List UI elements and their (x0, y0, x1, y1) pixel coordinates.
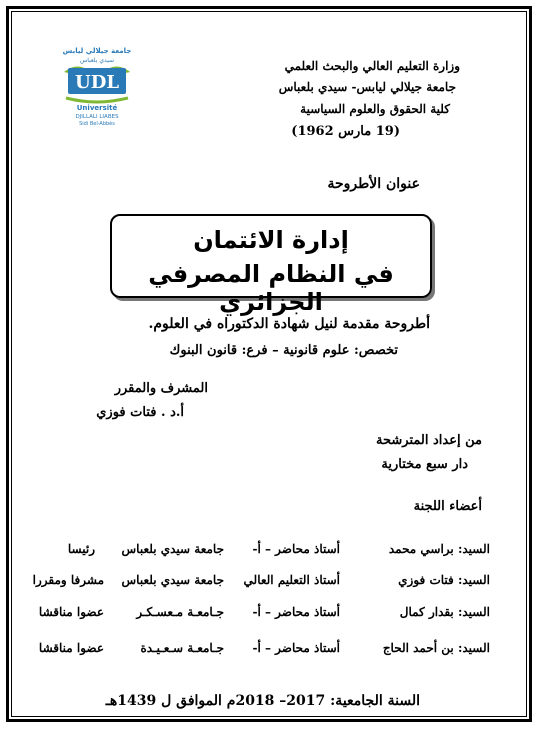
thesis-title-line-1: إدارة الائتمان (193, 226, 349, 254)
thesis-title-line-2: في النظام المصرفي الجزائري (148, 260, 394, 316)
committee-member-name: السيد: بن أحمد الحاج (382, 641, 490, 655)
logo-bottom-text-2: DJILLALI LIABES (75, 114, 119, 120)
supervisor-name: أ.د . فتات فوزي (96, 405, 184, 420)
specialty-line: تخصص: علوم قانونية – فرع: قانون البنوك (169, 343, 398, 358)
academic-year: السنة الجامعية: 2017– 2018م الموافق ل 1439هـ (105, 693, 420, 709)
candidate-label: من إعداد المترشحة (376, 433, 482, 448)
committee-member-role: مشرفا ومقررا (32, 573, 104, 587)
thesis-title-box (110, 214, 432, 316)
committee-member-rank: أستاذ التعليم العالي (243, 573, 340, 587)
committee-member-university: جـامعـة مـعسـكـر (136, 605, 224, 619)
degree-statement: أطروحة مقدمة لنيل شهادة الدكتوراه في العلوم. (148, 316, 430, 332)
committee-member-name: السيد: بقدار كمال (399, 605, 490, 619)
committee-member-university: جامعة سيدي بلعباس (121, 573, 224, 587)
logo-top-text-2: سيدي بلعباس (79, 57, 115, 64)
ministry-name: وزارة التعليم العالي والبحث العلمي (284, 59, 460, 73)
committee-member-name: السيد: فتات فوزي (398, 573, 490, 587)
faculty-name: كلية الحقوق والعلوم السياسية (300, 102, 450, 116)
logo-letters: UDL (75, 72, 119, 93)
logo-top-text-1: جامعة جيلالي ليابس (62, 47, 132, 55)
committee-member-university: جـامعـة سـعـيـدة (140, 641, 224, 655)
committee-label: أعضاء اللجنة (413, 499, 482, 514)
committee-member-rank: أستاذ محاضر – أ- (252, 542, 340, 556)
committee-member-name: السيد: براسي محمد (388, 542, 490, 556)
university-logo (58, 44, 136, 130)
logo-bottom-text-3: Sidi Bel-Abbès (79, 121, 115, 127)
committee-member-role: رئيسا (67, 542, 95, 556)
university-founding-date: (19 مارس 1962) (291, 124, 400, 139)
committee-member-role: عضوا مناقشا (38, 641, 104, 655)
supervisor-label: المشرف والمقرر (114, 381, 208, 396)
university-name: جامعة جيلالي ليابس- سيدي بلعباس (278, 80, 456, 94)
logo-bottom-text-1: Université (76, 104, 118, 112)
committee-member-rank: أستاذ محاضر – أ- (252, 605, 340, 619)
thesis-title-label: عنوان الأطروحة (327, 176, 420, 192)
candidate-name: دار سبع مختارية (381, 457, 468, 472)
committee-member-university: جامعة سيدي بلعباس (121, 542, 224, 556)
committee-member-role: عضوا مناقشا (38, 605, 104, 619)
committee-member-rank: أستاذ محاضر – أ- (252, 641, 340, 655)
